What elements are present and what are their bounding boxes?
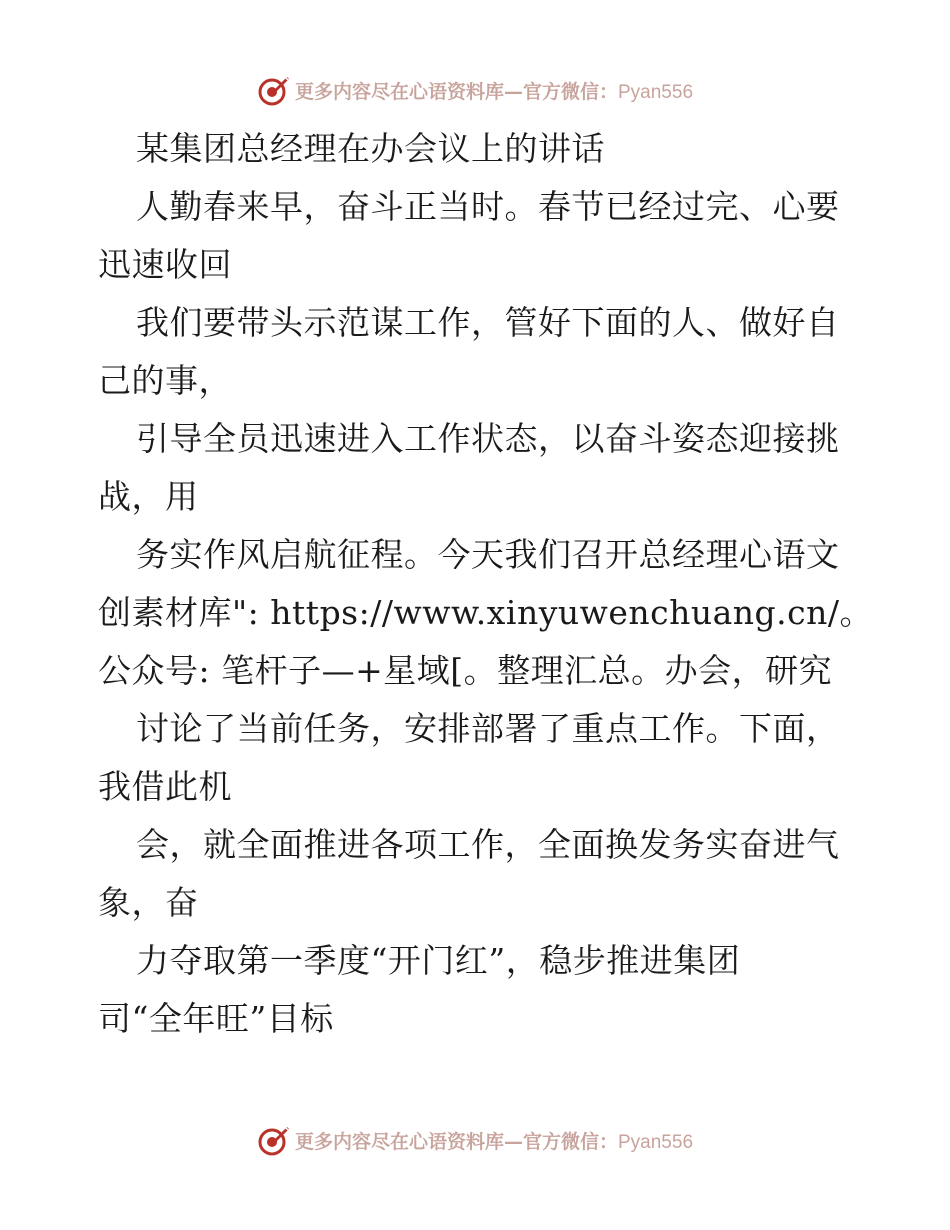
pen-logo-icon [257, 73, 291, 107]
paragraph-line: 力夺取第一季度“开门红”，稳步推进集团 [136, 941, 741, 980]
paragraph-line: 务实作风启航征程。今天我们召开总经理心语文 [136, 535, 840, 574]
header-watermark-text: 更多内容尽在心语资料库—官方微信：Pyan556 [294, 80, 694, 103]
footer-watermark-banner [0, 1120, 950, 1160]
footer-watermark-text: 更多内容尽在心语资料库—官方微信：Pyan556 [294, 1130, 694, 1153]
paragraph-line: 司“全年旺”目标 [98, 999, 334, 1038]
paragraph-line: 我借此机 [98, 767, 232, 806]
paragraph-line: 会，就全面推进各项工作，全面换发务实奋进气 [136, 825, 840, 864]
document-title: 某集团总经理在办会议上的讲话 [136, 129, 605, 168]
paragraph-line: 战，用 [98, 477, 199, 516]
paragraph-line: 象，奋 [98, 883, 199, 922]
paragraph-line-url: 创素材库": https://www.xinyuwenchuang.cn/。 [98, 593, 874, 632]
paragraph-line: 讨论了当前任务，安排部署了重点工作。下面， [136, 709, 840, 748]
pen-logo-icon [257, 1123, 291, 1157]
paragraph-line: 己的事， [98, 361, 232, 400]
paragraph-line: 人勤春来早，奋斗正当时。春节已经过完、心要 [136, 187, 840, 226]
paragraph-line: 我们要带头示范谋工作，管好下面的人、做好自 [136, 303, 840, 342]
document-body [98, 120, 874, 1048]
paragraph-line: 公众号: 笔杆子—+星域[。整理汇总。办会，研究 [98, 651, 833, 690]
paragraph-line: 引导全员迅速进入工作状态，以奋斗姿态迎接挑 [136, 419, 840, 458]
header-watermark-banner [0, 70, 950, 110]
paragraph-line: 迅速收回 [98, 245, 232, 284]
